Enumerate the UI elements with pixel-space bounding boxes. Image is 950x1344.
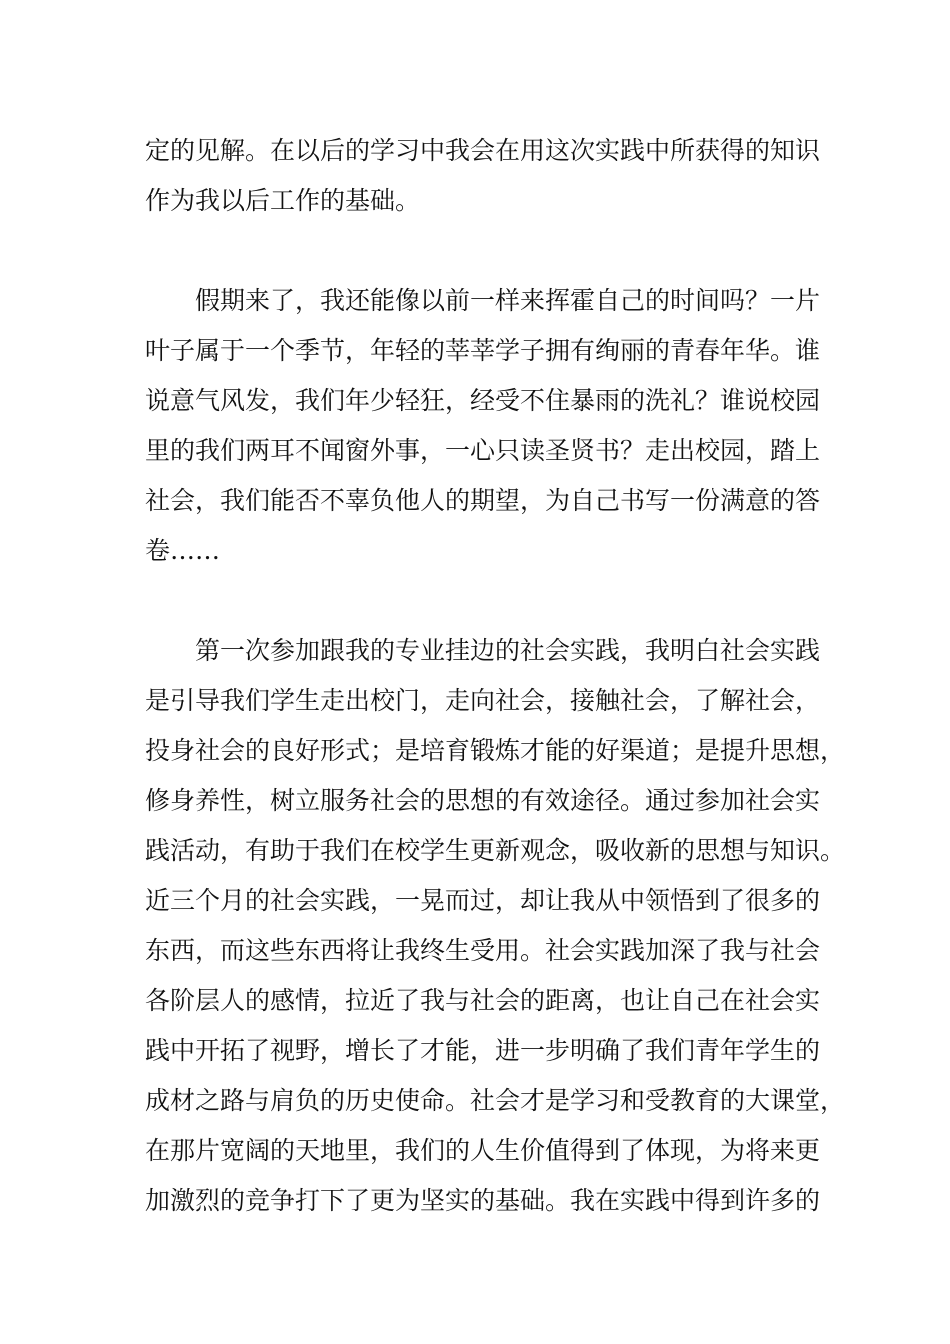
text-line: 定的见解。在以后的学习中我会在用这次实践中所获得的知识 [145, 136, 821, 165]
text-line: 里的我们两耳不闻窗外事，一心只读圣贤书？走出校园，踏上 [145, 436, 821, 465]
text-line: 投身社会的良好形式；是培育锻炼才能的好渠道；是提升思想， [145, 736, 846, 765]
paragraph-3 [145, 626, 846, 1226]
text-line: 卷…… [145, 536, 221, 565]
text-line: 社会，我们能否不辜负他人的期望，为自己书写一份满意的答 [145, 486, 821, 515]
text-line: 作为我以后工作的基础。 [145, 186, 421, 215]
paragraph-gap [145, 576, 815, 626]
text-line: 假期来了，我还能像以前一样来挥霍自己的时间吗？一片 [195, 286, 821, 315]
paragraph-1 [145, 126, 821, 226]
text-line: 叶子属于一个季节，年轻的莘莘学子拥有绚丽的青春年华。谁 [145, 336, 821, 365]
text-line: 践活动，有助于我们在校学生更新观念，吸收新的思想与知识。 [145, 836, 846, 865]
text-line: 加激烈的竞争打下了更为坚实的基础。我在实践中得到许多的 [145, 1186, 821, 1215]
paragraph-2 [145, 276, 821, 576]
text-line: 第一次参加跟我的专业挂边的社会实践，我明白社会实践 [195, 636, 821, 665]
text-line: 修身养性，树立服务社会的思想的有效途径。通过参加社会实 [145, 786, 821, 815]
text-line: 成材之路与肩负的历史使命。社会才是学习和受教育的大课堂， [145, 1086, 846, 1115]
paragraph-gap [145, 226, 815, 276]
text-line: 东西，而这些东西将让我终生受用。社会实践加深了我与社会 [145, 936, 821, 965]
text-line: 是引导我们学生走出校门，走向社会，接触社会，了解社会， [145, 686, 821, 715]
document-body [145, 126, 846, 1226]
text-line: 在那片宽阔的天地里，我们的人生价值得到了体现，为将来更 [145, 1136, 821, 1165]
text-line: 说意气风发，我们年少轻狂，经受不住暴雨的洗礼？谁说校园 [145, 386, 821, 415]
text-line: 近三个月的社会实践，一晃而过，却让我从中领悟到了很多的 [145, 886, 821, 915]
text-line: 各阶层人的感情，拉近了我与社会的距离，也让自己在社会实 [145, 986, 821, 1015]
text-line: 践中开拓了视野，增长了才能，进一步明确了我们青年学生的 [145, 1036, 821, 1065]
